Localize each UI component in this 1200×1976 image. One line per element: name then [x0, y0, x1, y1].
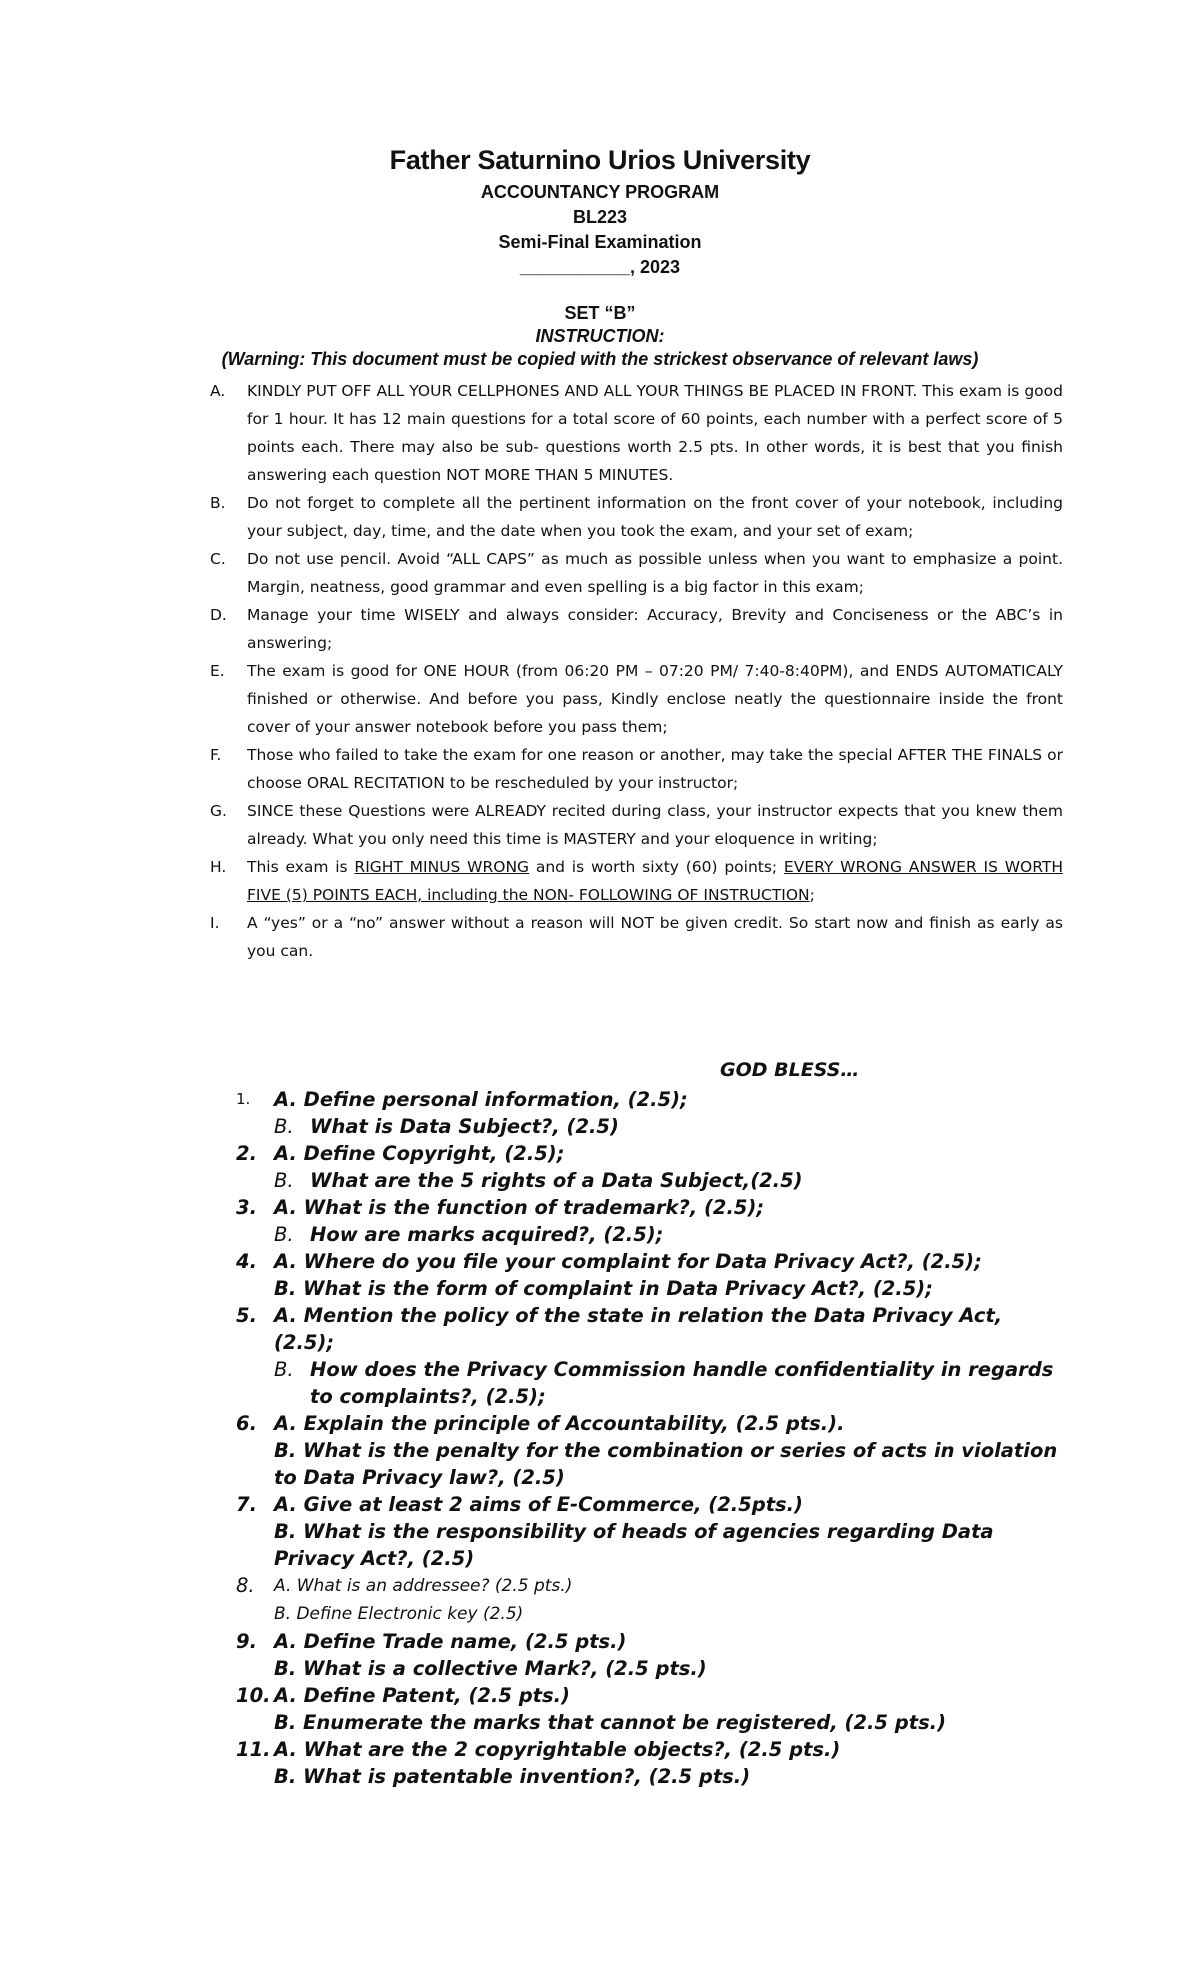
question-number: 3. [236, 1196, 257, 1219]
instruction-letter: D. [210, 606, 227, 624]
question-number: 6. [236, 1412, 257, 1435]
exam-header [0, 140, 1200, 280]
question-part-b [274, 1356, 1062, 1410]
instruction-item [210, 657, 1063, 741]
question-part-b: B. What is patentable invention?, (2.5 pts.) [274, 1765, 751, 1788]
question-item [232, 1491, 1062, 1572]
part-b-letter: B. [274, 1223, 294, 1246]
instruction-letter: G. [210, 802, 227, 820]
question-part-b [274, 1167, 1062, 1194]
question-number: 7. [236, 1493, 257, 1516]
question-item [232, 1736, 1062, 1790]
question-item [232, 1628, 1062, 1682]
instruction-item [210, 909, 1063, 965]
blessing-text: GOD BLESS… [720, 1059, 860, 1081]
instruction-underlined-rule: RIGHT MINUS WRONG [354, 858, 530, 876]
part-b-text: How are marks acquired?, (2.5); [310, 1223, 664, 1246]
question-number: 2. [236, 1142, 257, 1165]
instruction-letter: C. [210, 550, 226, 568]
question-part-a: A. What is the function of trademark?, (2.5); [274, 1196, 765, 1219]
question-part-b: B. What is the responsibility of heads of agencies regarding Data Privacy Act?, (2.5) [274, 1520, 994, 1570]
question-number: 9. [236, 1630, 257, 1653]
question-list [232, 1086, 1062, 1790]
question-part-a: A. Define Patent, (2.5 pts.) [274, 1684, 570, 1707]
warning-note: (Warning: This document must be copied with the strickest observance of relevant laws) [221, 349, 979, 369]
instruction-text-pre: This exam is [247, 858, 355, 876]
part-b-text: What is Data Subject?, (2.5) [310, 1115, 619, 1138]
university-name: Father Saturnino Urios University [389, 145, 811, 175]
exam-title: Semi-Final Examination [498, 232, 702, 252]
instruction-text: KINDLY PUT OFF ALL YOUR CELLPHONES AND ALL YOUR THINGS BE PLACED IN FRONT. This exam is good for 1 hour. It has 12 main questions for a total score of 60 points, each number with a perfect score of 5 points each. There may also be sub- questions worth 2.5 pts. In other words, it is best that you finish answering each question NOT MORE THAN 5 MINUTES. [247, 382, 1063, 484]
instruction-item [210, 797, 1063, 853]
question-part-b: B. What is the form of complaint in Data Privacy Act?, (2.5); [274, 1277, 933, 1300]
part-b-text: What are the 5 rights of a Data Subject,(2.5) [310, 1169, 803, 1192]
question-part-a: A. Mention the policy of the state in relation the Data Privacy Act, (2.5); [274, 1304, 1003, 1354]
question-number: 8. [236, 1574, 255, 1597]
question-part-a: A. Define personal information, (2.5); [274, 1088, 688, 1111]
question-number: 1. [236, 1090, 251, 1108]
question-part-a: A. Explain the principle of Accountability, (2.5 pts.). [274, 1412, 845, 1435]
instruction-text: Those who failed to take the exam for one reason or another, may take the special AFTER THE FINALS or choose ORAL RECITATION to be rescheduled by your instructor; [247, 746, 1063, 792]
question-part-a: A. Give at least 2 aims of E-Commerce, (2.5pts.) [274, 1493, 803, 1516]
set-label: SET “B” [564, 303, 636, 323]
instruction-text: Manage your time WISELY and always consider: Accuracy, Brevity and Conciseness or the ABC’s in answering; [247, 606, 1063, 652]
instruction-text: Do not forget to complete all the pertinent information on the front cover of your notebook, including your subject, day, time, and the date when you took the exam, and your set of exam; [247, 494, 1063, 540]
instruction-letter: E. [210, 662, 225, 680]
instruction-item [210, 601, 1063, 657]
question-number: 10. [236, 1684, 271, 1707]
part-b-letter: B. [274, 1115, 294, 1138]
instruction-item [210, 377, 1063, 489]
instruction-item [210, 853, 1063, 909]
instruction-list [210, 377, 1063, 965]
question-part-a: A. Define Trade name, (2.5 pts.) [274, 1630, 627, 1653]
question-number: 4. [236, 1250, 257, 1273]
course-code: BL223 [572, 207, 628, 227]
question-item [232, 1682, 1062, 1736]
question-item [232, 1194, 1062, 1248]
instruction-text-mid: and is worth sixty (60) points; [529, 858, 784, 876]
instruction-text: Do not use pencil. Avoid “ALL CAPS” as much as possible unless when you want to emphasize a point. Margin, neatness, good grammar and even spelling is a big factor in this exam; [247, 550, 1063, 596]
question-item [232, 1140, 1062, 1194]
part-b-text: How does the Privacy Commission handle confidentiality in regards to complaints?, (2.5); [310, 1358, 1054, 1408]
part-b-letter: B. [274, 1358, 294, 1381]
instruction-underlined-penalty: EVERY WRONG ANSWER IS WORTH FIVE (5) POINTS EACH, including the NON- FOLLOWING OF INSTRUCTION [247, 858, 1063, 904]
instruction-letter: I. [210, 914, 220, 932]
instruction-text: The exam is good for ONE HOUR (from 06:20 PM – 07:20 PM/ 7:40-8:40PM), and ENDS AUTOMATICALY finished or otherwise. And before you pass, Kindly enclose neatly the questionnaire inside the front cover of your answer notebook before you pass them; [247, 662, 1063, 736]
set-block [0, 302, 1200, 371]
question-part-b [274, 1113, 1062, 1140]
instruction-heading: INSTRUCTION: [535, 326, 665, 346]
question-part-b: B. What is a collective Mark?, (2.5 pts.) [274, 1657, 707, 1680]
instruction-text: SINCE these Questions were ALREADY recited during class, your instructor expects that you knew them already. What you only need this time is MASTERY and your eloquence in writing; [247, 802, 1063, 848]
question-item [232, 1410, 1062, 1491]
instruction-item [210, 741, 1063, 797]
instruction-text-post: ; [809, 886, 815, 904]
instruction-text: A “yes” or a “no” answer without a reason will NOT be given credit. So start now and finish as early as you can. [247, 914, 1063, 960]
question-part-b: B. Define Electronic key (2.5) [274, 1604, 524, 1624]
question-number: 11. [236, 1738, 271, 1761]
instruction-item [210, 545, 1063, 601]
exam-date: ___________, 2023 [519, 257, 681, 277]
question-part-a: A. What is an addressee? (2.5 pts.) [274, 1576, 573, 1596]
question-part-b: B. What is the penalty for the combination or series of acts in violation to Data Privacy law?, (2.5) [274, 1439, 1058, 1489]
instruction-item [210, 489, 1063, 545]
question-number: 5. [236, 1304, 257, 1327]
question-part-a: A. What are the 2 copyrightable objects?, (2.5 pts.) [274, 1738, 841, 1761]
instruction-letter: B. [210, 494, 226, 512]
question-item [232, 1302, 1062, 1410]
program-name: ACCOUNTANCY PROGRAM [480, 182, 720, 202]
question-item [232, 1086, 1062, 1140]
instruction-letter: H. [210, 858, 227, 876]
question-part-b [274, 1221, 1062, 1248]
question-item [232, 1572, 1062, 1628]
question-part-a: A. Define Copyright, (2.5); [274, 1142, 565, 1165]
part-b-letter: B. [274, 1169, 294, 1192]
question-part-b: B. Enumerate the marks that cannot be registered, (2.5 pts.) [274, 1711, 946, 1734]
question-item [232, 1248, 1062, 1302]
instruction-letter: A. [210, 382, 226, 400]
instruction-letter: F. [210, 746, 222, 764]
question-part-a: A. Where do you file your complaint for Data Privacy Act?, (2.5); [274, 1250, 982, 1273]
